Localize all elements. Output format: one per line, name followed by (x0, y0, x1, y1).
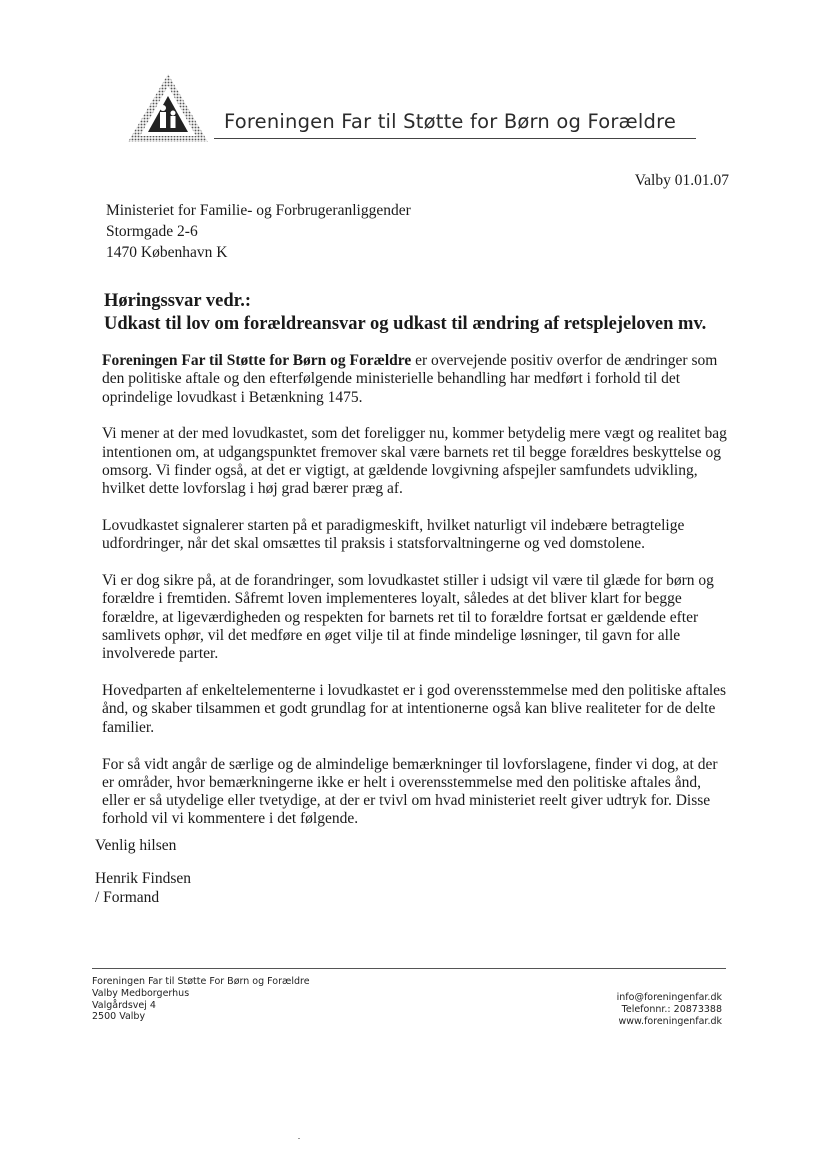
subject-heading (104, 290, 706, 336)
footer-line: Valby Medborgerhus (92, 987, 190, 999)
footer-website: www.foreningenfar.dk (618, 1015, 722, 1027)
letterhead (128, 72, 728, 152)
closing (95, 836, 191, 907)
scan-speck (298, 1138, 300, 1139)
signer-name: Henrik Findsen (95, 870, 192, 887)
closing-greeting: Venlig hilsen (95, 837, 177, 854)
signer-title: / Formand (95, 889, 160, 906)
footer-contact (617, 992, 722, 1027)
footer-divider (92, 968, 726, 969)
body-paragraph: Vi mener at der med lovudkastet, som det foreligger nu, kommer betydelig mere vægt og realitet bag intentionen om, at udgangspunktet fremover skal være barnets ret til begge forældres beskyttelse og omsorg. Vi finder også, at det er vigtigt, at gældende lovgivning afspejler samfundets udvikling, hvilket dette lovforslag i høj grad bærer præg af. (102, 425, 727, 498)
organization-title: Foreningen Far til Støtte for Børn og Forældre (224, 110, 677, 133)
title-underline (214, 138, 696, 139)
body-paragraph: Lovudkastet signalerer starten på et paradigmeskift, hvilket naturligt vil indebære betragtelige udfordringer, når det skal omsættes til praksis i statsforvaltningerne og ved domstolene. (102, 517, 685, 553)
footer-line: 2500 Valby (92, 1011, 146, 1023)
recipient-address (106, 200, 411, 263)
body-paragraph: For så vidt angår de særlige og de almindelige bemærkninger til lovforslagene, finder vi dog, at der er områder, hvor bemærkningerne ikke er helt i overensstemmelse med den politiske aftales ånd, eller er så utydelige eller tvetydige, at der er tvivl om hvad ministeriet reelt giver udtryk for. Disse forhold vil vi kommentere i det følgende. (102, 755, 718, 828)
footer-line: Foreningen Far til Støtte For Børn og Forældre (92, 976, 310, 987)
recipient-line: 1470 København K (106, 244, 228, 261)
letter-body (102, 352, 732, 847)
organization-name-bold: Foreningen Far til Støtte for Børn og Forældre (102, 352, 412, 369)
body-paragraph: Hovedparten af enkeltelementerne i lovudkastet er i god overensstemmelse med den politiske aftales ånd, og skaber tilsammen et godt grundlag for at intentionerne også kan blive realiteter for de delte familier. (102, 682, 727, 736)
paragraph-text: er overvejende positiv overfor de ændringer som den politiske aftale og den efterfølgende ministerielle behandling har medført i forhold til det oprindelige lovudkast i Betænkning 1475. (102, 352, 718, 406)
recipient-line: Stormgade 2-6 (106, 223, 198, 240)
triangle-family-logo-icon (128, 72, 212, 144)
subject-line: Udkast til lov om forældreansvar og udkast til ændring af retsplejeloven mv. (104, 314, 707, 334)
footer-phone: Telefonnr.: 20873388 (621, 1003, 722, 1015)
body-paragraph: Vi er dog sikre på, at de forandringer, som lovudkastet stiller i udsigt vil være til glæde for børn og forældre i fremtiden. Såfremt loven implementeres loyalt, således at det bliver klart for begge forældre, at ligeværdigheden og respekten for barnets ret til to forældre fortsat er gældende efter samlivets ophør, vil det medføre en øget vilje til at finde mindelige løsninger, til gavn for alle involverede parter. (102, 572, 714, 663)
recipient-line: Ministeriet for Familie- og Forbrugeranliggender (106, 202, 411, 219)
footer-line: Valgårdsvej 4 (92, 999, 156, 1011)
footer-address (92, 976, 310, 1023)
letter-date: Valby 01.01.07 (634, 172, 729, 189)
subject-line: Høringssvar vedr.: (104, 291, 251, 311)
body-paragraph (102, 352, 732, 407)
footer-email: info@foreningenfar.dk (616, 992, 722, 1003)
